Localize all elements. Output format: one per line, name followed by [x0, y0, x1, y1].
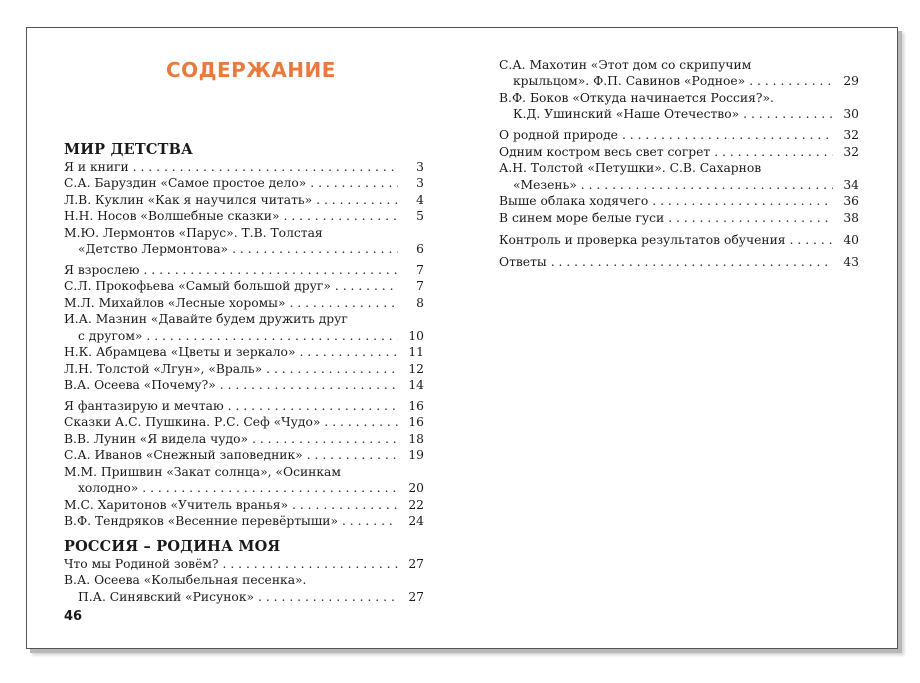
section-heading-mir-detstva: МИР ДЕТСТВА [64, 141, 194, 158]
page-number: 46 [64, 609, 83, 624]
toc-entry[interactable]: Я взрослею . . . 7 [64, 262, 424, 279]
toc-entry[interactable]: С.Л. Прокофьева «Самый большой друг» . . . 7 [64, 278, 424, 295]
toc-entry[interactable]: Я фантазирую и мечтаю . . . 16 [64, 398, 424, 415]
toc-entry[interactable]: С.А. Баруздин «Самое простое дело» . . . 3 [64, 175, 424, 192]
toc-entry[interactable]: В.В. Лунин «Я видела чудо» . . . 18 [64, 431, 424, 448]
toc-entry[interactable]: Н.К. Абрамцева «Цветы и зеркало» . . . 11 [64, 344, 424, 361]
toc-entry[interactable]: М.Ю. Лермонтов «Парус». Т.В. Толстая [64, 226, 323, 240]
book-page [26, 27, 898, 649]
toc-entry[interactable]: Л.Н. Толстой «Лгун», «Враль» . . . 12 [64, 361, 424, 378]
toc-entry[interactable]: В.А. Осеева «Колыбельная песенка». [64, 573, 307, 587]
toc-entry[interactable]: А.Н. Толстой «Петушки». С.В. Сахарнов [499, 161, 762, 175]
toc-entry[interactable]: Сказки А.С. Пушкина. Р.С. Сеф «Чудо» . . . 16 [64, 414, 424, 431]
section-heading-rossiya: РОССИЯ – РОДИНА МОЯ [64, 538, 281, 555]
toc-entry[interactable]: В синем море белые гуси . . . 38 [499, 210, 859, 227]
toc-entry[interactable]: М.М. Пришвин «Закат солнца», «Осинкам [64, 465, 341, 479]
toc-entry[interactable]: М.С. Харитонов «Учитель вранья» . . . 22 [64, 497, 424, 514]
toc-entry[interactable]: Выше облака ходячего . . . 36 [499, 193, 859, 210]
toc-entry[interactable]: О родной природе . . . 32 [499, 127, 859, 144]
toc-entry[interactable]: С.А. Иванов «Снежный заповедник» . . . 19 [64, 447, 424, 464]
toc-entry[interactable]: Л.В. Куклин «Как я научился читать» . . . 4 [64, 192, 424, 209]
toc-entry[interactable]: крыльцом». Ф.П. Савинов «Родное» . . . 29 [499, 73, 859, 90]
toc-entry[interactable]: И.А. Мазнин «Давайте будем дружить друг [64, 312, 348, 326]
toc-entry[interactable]: К.Д. Ушинский «Наше Отечество» . . . 30 [499, 106, 859, 123]
toc-entry[interactable]: М.Л. Михайлов «Лесные хоромы» . . . 8 [64, 295, 424, 312]
toc-entry[interactable]: холодно» . . . 20 [64, 480, 424, 497]
toc-entry[interactable]: Ответы . . . 43 [499, 254, 859, 271]
toc-entry[interactable]: В.Ф. Боков «Откуда начинается Россия?». [499, 91, 774, 105]
toc-entry[interactable]: Одним костром весь свет согрет . . . 32 [499, 144, 859, 161]
toc-entry[interactable]: П.А. Синявский «Рисунок» . . . 27 [64, 589, 424, 606]
toc-entry[interactable]: В.Ф. Тендряков «Весенние перевёртыши» . . . 24 [64, 513, 424, 530]
toc-entry[interactable]: С.А. Махотин «Этот дом со скрипучим [499, 58, 752, 72]
toc-entry[interactable]: с другом» . . . 10 [64, 328, 424, 345]
toc-entry[interactable]: Что мы Родиной зовём? . . . 27 [64, 556, 424, 573]
toc-entry[interactable]: Н.Н. Носов «Волшебные сказки» . . . 5 [64, 208, 424, 225]
toc-entry[interactable]: В.А. Осеева «Почему?» . . . 14 [64, 377, 424, 394]
toc-entry[interactable]: «Мезень» . . . 34 [499, 177, 859, 194]
page-title: СОДЕРЖАНИЕ [166, 58, 336, 82]
toc-entry[interactable]: «Детство Лермонтова» . . . 6 [64, 241, 424, 258]
toc-entry[interactable]: Контроль и проверка результатов обучения . . . 40 [499, 232, 859, 249]
toc-entry[interactable]: Я и книги . . . 3 [64, 159, 424, 176]
